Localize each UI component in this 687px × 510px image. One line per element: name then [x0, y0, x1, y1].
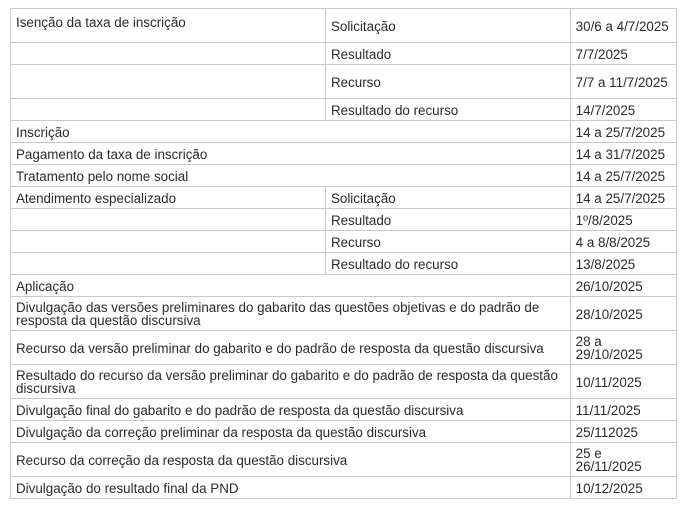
- date-cell: 7/7 a 11/7/2025: [570, 65, 676, 99]
- event-cell: Divulgação da correção preliminar da resposta da questão discursiva: [11, 421, 571, 443]
- stage-cell: Solicitação: [325, 9, 570, 43]
- table-row: [11, 365, 677, 399]
- date-cell: 1º/8/2025: [570, 209, 676, 231]
- table-row: [11, 121, 677, 143]
- date-cell: 25/112025: [570, 421, 676, 443]
- table-row: [11, 187, 677, 209]
- date-cell: 4 a 8/8/2025: [570, 231, 676, 253]
- table-row: [11, 65, 677, 99]
- date-cell: 28 a 29/10/2025: [570, 331, 676, 365]
- date-cell: 14 a 25/7/2025: [570, 121, 676, 143]
- event-cell: Recurso da versão preliminar do gabarito e do padrão de resposta da questão discursiva: [11, 331, 571, 365]
- table-row: [11, 477, 677, 499]
- event-cell: [11, 209, 326, 231]
- table-row: [11, 443, 677, 477]
- schedule-table: [10, 8, 677, 499]
- date-cell: 14/7/2025: [570, 99, 676, 121]
- date-cell: 11/11/2025: [570, 399, 676, 421]
- stage-cell: Resultado: [325, 209, 570, 231]
- stage-cell: Resultado do recurso: [325, 253, 570, 275]
- stage-cell: Recurso: [325, 231, 570, 253]
- stage-cell: Solicitação: [325, 187, 570, 209]
- event-cell: Divulgação das versões preliminares do gabarito das questões objetivas e do padrão de resposta da questão discursiva: [11, 297, 571, 331]
- table-row: [11, 143, 677, 165]
- table-row: [11, 331, 677, 365]
- event-cell: [11, 65, 326, 99]
- date-cell: 7/7/2025: [570, 43, 676, 65]
- date-cell: 10/11/2025: [570, 365, 676, 399]
- table-row: [11, 43, 677, 65]
- stage-cell: Recurso: [325, 65, 570, 99]
- stage-cell: Resultado: [325, 43, 570, 65]
- event-cell: [11, 231, 326, 253]
- date-cell: 14 a 31/7/2025: [570, 143, 676, 165]
- event-cell: Aplicação: [11, 275, 571, 297]
- table-row: [11, 421, 677, 443]
- event-cell: Tratamento pelo nome social: [11, 165, 571, 187]
- event-cell: Recurso da correção da resposta da questão discursiva: [11, 443, 571, 477]
- date-cell: 26/10/2025: [570, 275, 676, 297]
- date-cell: 28/10/2025: [570, 297, 676, 331]
- date-cell: 10/12/2025: [570, 477, 676, 499]
- date-cell: 14 a 25/7/2025: [570, 187, 676, 209]
- event-cell: Atendimento especializado: [11, 187, 326, 209]
- date-cell: 14 a 25/7/2025: [570, 165, 676, 187]
- table-row: [11, 231, 677, 253]
- table-row: [11, 209, 677, 231]
- date-cell: 25 e 26/11/2025: [570, 443, 676, 477]
- event-cell: Divulgação final do gabarito e do padrão de resposta da questão discursiva: [11, 399, 571, 421]
- event-cell: Divulgação do resultado final da PND: [11, 477, 571, 499]
- table-row: [11, 275, 677, 297]
- table-row: [11, 99, 677, 121]
- event-cell: [11, 253, 326, 275]
- table-row: [11, 9, 677, 43]
- event-cell: Isenção da taxa de inscrição: [11, 9, 326, 43]
- date-cell: 13/8/2025: [570, 253, 676, 275]
- table-row: [11, 253, 677, 275]
- event-cell: [11, 43, 326, 65]
- event-cell: Resultado do recurso da versão preliminar do gabarito e do padrão de resposta da questão discursiva: [11, 365, 571, 399]
- event-cell: Pagamento da taxa de inscrição: [11, 143, 571, 165]
- date-cell: 30/6 a 4/7/2025: [570, 9, 676, 43]
- table-row: [11, 165, 677, 187]
- stage-cell: Resultado do recurso: [325, 99, 570, 121]
- event-cell: [11, 99, 326, 121]
- event-cell: Inscrição: [11, 121, 571, 143]
- table-row: [11, 399, 677, 421]
- table-row: [11, 297, 677, 331]
